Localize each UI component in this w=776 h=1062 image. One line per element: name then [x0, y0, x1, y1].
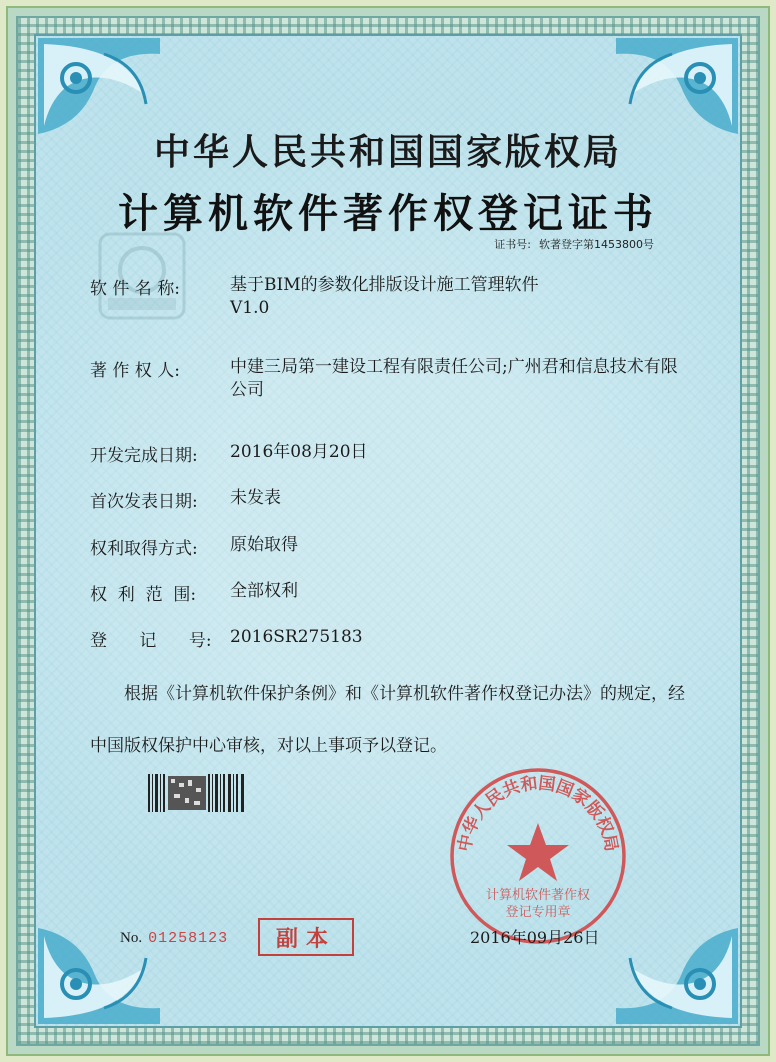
certificate-title: 计算机软件著作权登记证书	[118, 190, 658, 237]
copy-stamp: 副本	[258, 918, 354, 956]
seal-line-1: 计算机软件著作权	[485, 888, 591, 903]
seal-line-2: 登记专用章	[505, 905, 571, 920]
serial-number-value: 01258123	[148, 930, 229, 947]
certificate-number-label: 证书号:	[494, 238, 531, 251]
field-value: 中建三局第一建设工程有限责任公司;广州君和信息技术有限公司	[230, 357, 678, 400]
issuing-authority: 中华人民共和国国家版权局	[153, 131, 622, 173]
field-label: 登 记 号:	[90, 631, 212, 651]
field-first-publication-date	[90, 487, 690, 512]
field-value: 原始取得	[230, 535, 298, 555]
seal-ring-text: 中华人民共和国国家版权局	[454, 773, 622, 854]
certificate-number	[486, 236, 654, 252]
software-version-value: V1.0	[230, 298, 270, 318]
certificate-number-value: 软著登字第1453800号	[539, 238, 654, 251]
field-label: 软 件 名 称:	[90, 279, 180, 299]
field-value	[230, 274, 690, 320]
official-seal	[447, 765, 629, 947]
serial-number-label: No.	[120, 930, 143, 946]
corner-ornament-icon	[34, 898, 164, 1028]
barcode-icon	[148, 774, 244, 812]
field-label: 著 作 权 人:	[90, 361, 180, 381]
field-value: 2016SR275183	[230, 627, 363, 647]
field-value: 未发表	[230, 488, 281, 508]
corner-ornament-icon	[612, 898, 742, 1028]
field-label: 权 利 范 围:	[90, 585, 197, 605]
field-value: 2016年08月20日	[230, 442, 368, 462]
field-acquisition-method	[90, 534, 690, 559]
field-label: 开发完成日期:	[90, 446, 198, 466]
field-registration-number	[90, 626, 690, 651]
issue-date: 2016年09月26日	[470, 928, 600, 947]
field-software-name	[90, 274, 690, 320]
software-name-value: 基于BIM的参数化排版设计施工管理软件	[230, 275, 539, 295]
field-value: 全部权利	[230, 581, 298, 601]
field-label: 权利取得方式:	[90, 539, 198, 559]
field-completion-date	[90, 441, 690, 466]
field-rights-scope	[90, 580, 690, 605]
registration-statement: 根据《计算机软件保护条例》和《计算机软件著作权登记办法》的规定，经中国版权保护中心审核，对以上事项予以登记。	[90, 684, 685, 756]
serial-number	[120, 930, 228, 947]
seal-star-icon	[507, 823, 569, 881]
field-label: 首次发表日期:	[90, 492, 198, 512]
field-copyright-owner	[90, 356, 690, 402]
